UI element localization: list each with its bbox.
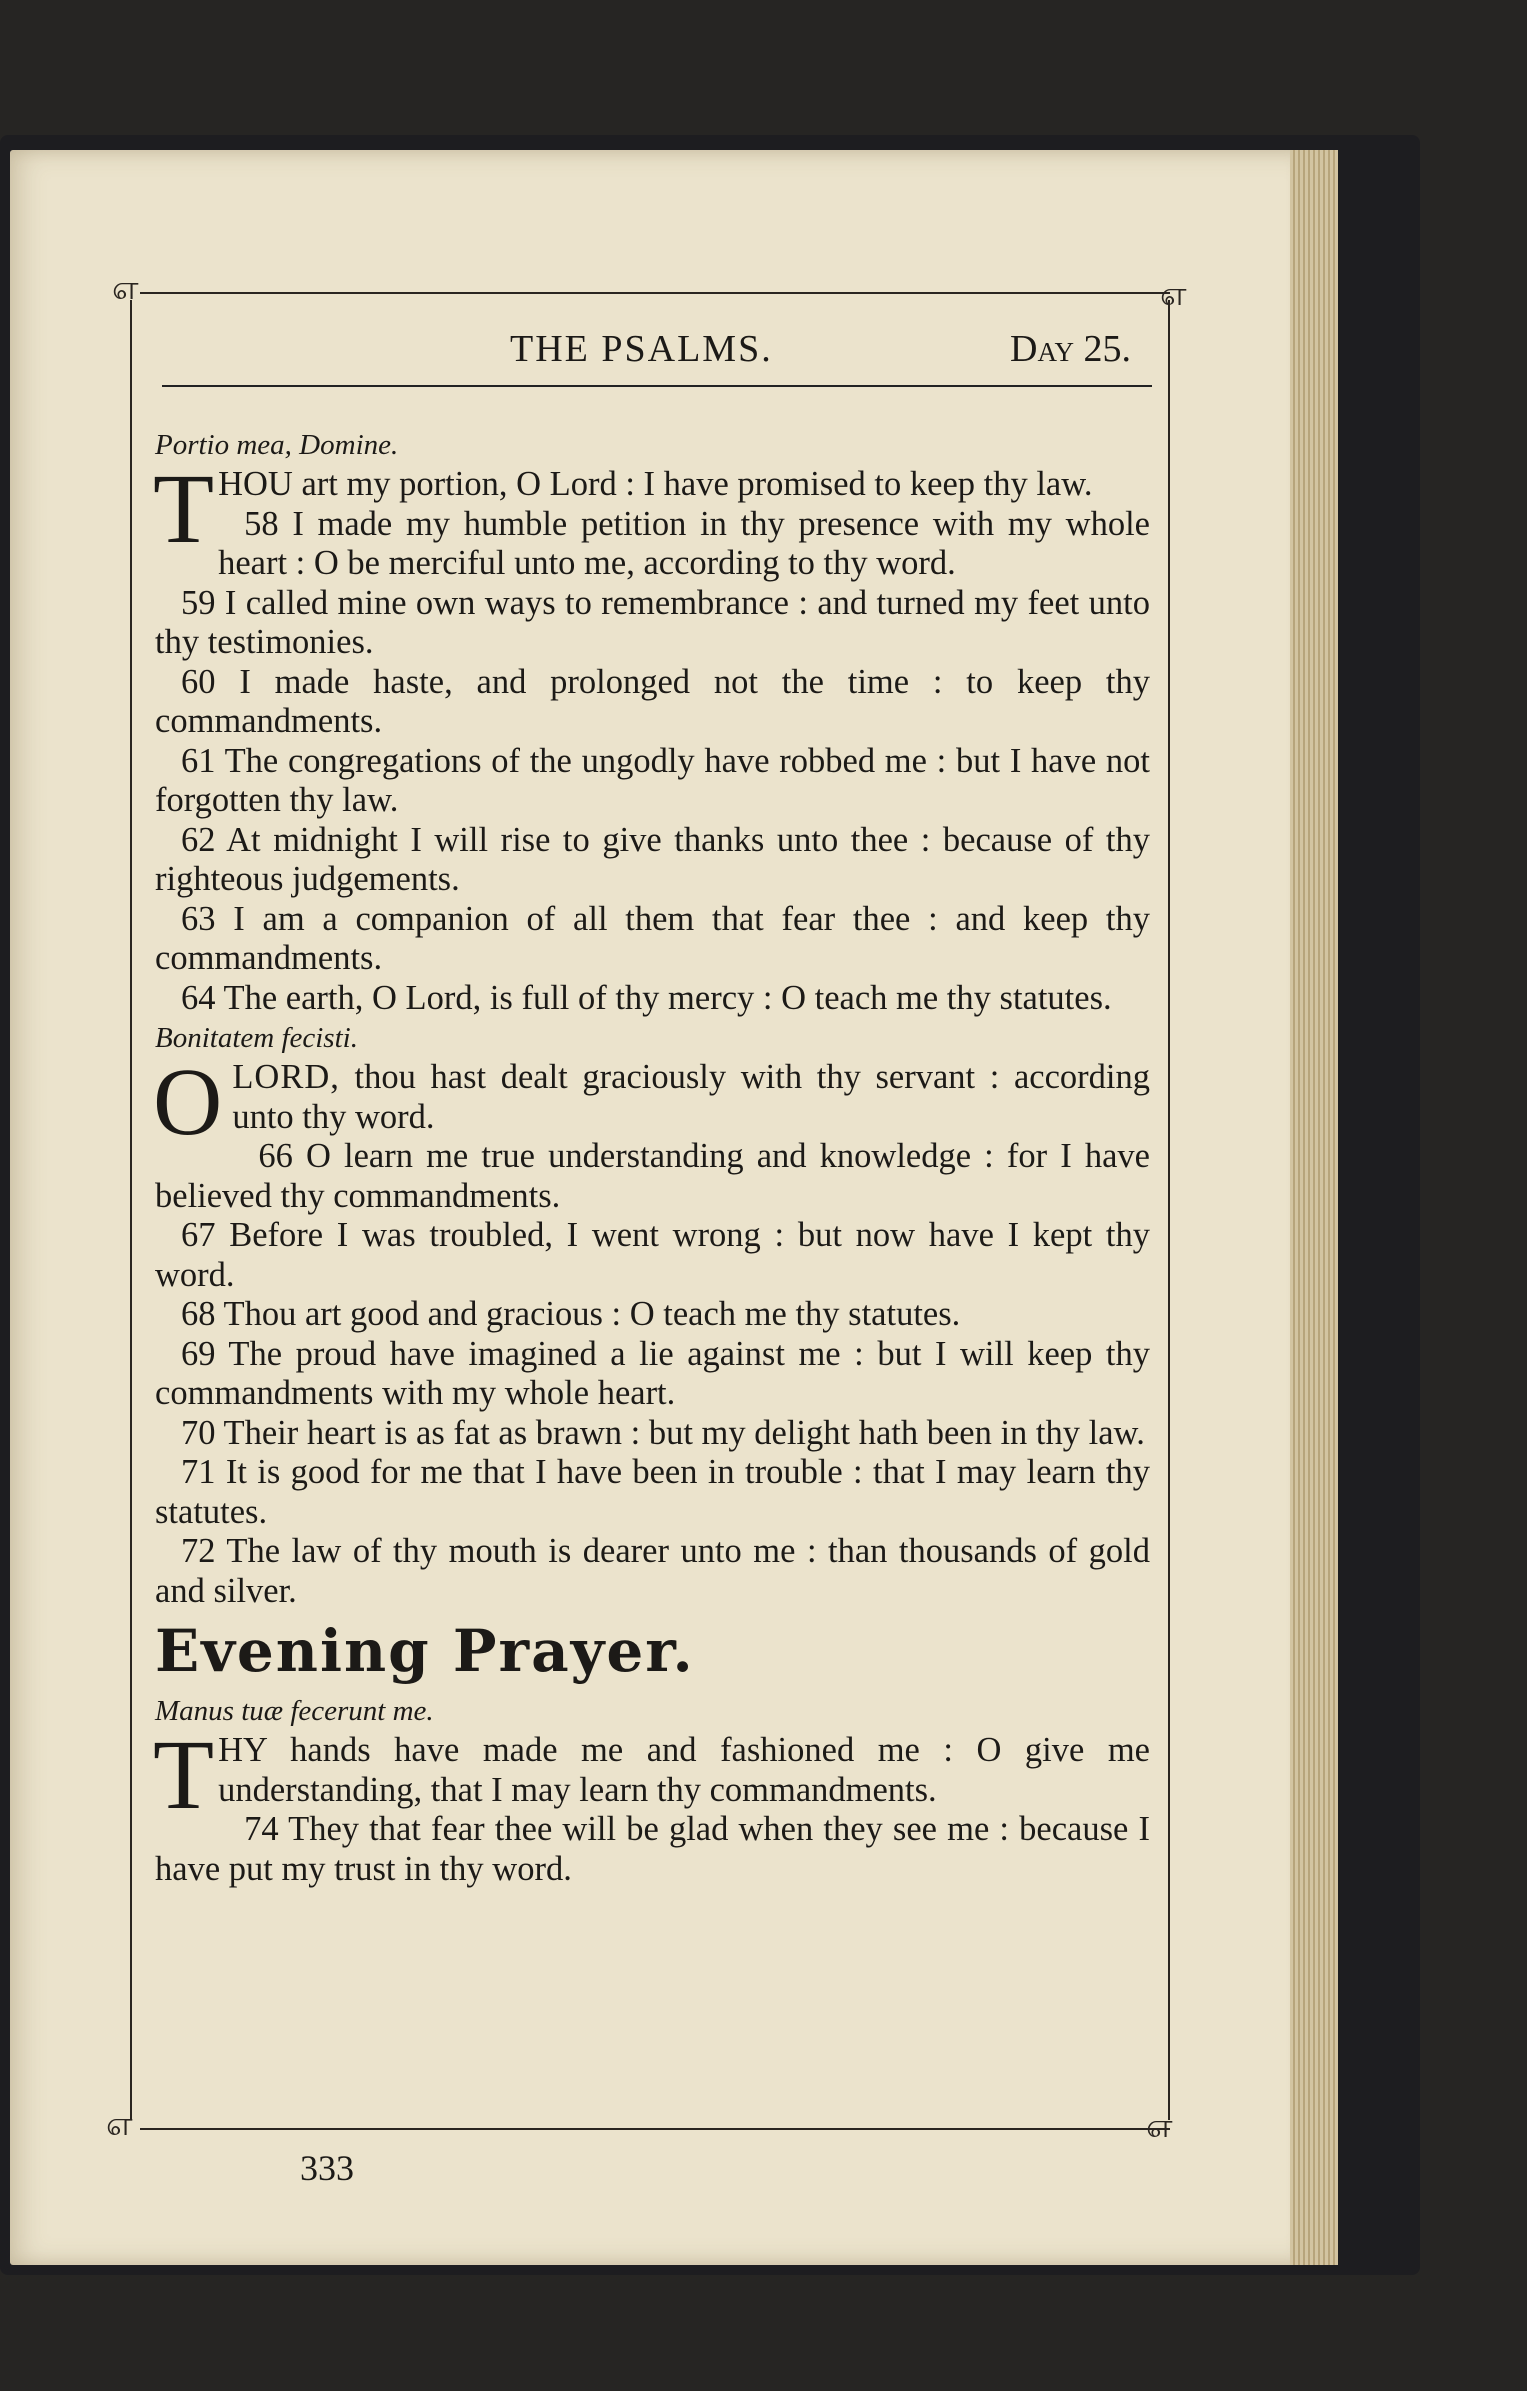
running-head: THE PSALMS. bbox=[510, 328, 773, 370]
verse: 68 Thou art good and gracious : O teach me thy statutes. bbox=[181, 1295, 961, 1333]
latin-title: Bonitatem fecisti. bbox=[155, 1022, 358, 1054]
page-edges bbox=[1290, 150, 1338, 2265]
psalm-text bbox=[155, 425, 1150, 1889]
verse: 70 Their heart is as fat as brawn : but my delight hath been in thy law. bbox=[181, 1413, 1145, 1452]
header-rule bbox=[162, 385, 1152, 387]
verse: 61 The congregations of the ungodly have robbed me : but I have not forgotten thy law. bbox=[155, 741, 1150, 819]
verse-text: HOU art my portion, O Lord : I have promised to keep thy law. bbox=[218, 465, 1093, 503]
latin-title: Manus tuæ fecerunt me. bbox=[155, 1695, 434, 1727]
verse: 72 The law of thy mouth is dearer unto me : than thousands of gold and silver. bbox=[155, 1532, 1150, 1610]
latin-title: Portio mea, Domine. bbox=[155, 429, 399, 461]
drop-cap: T bbox=[153, 1719, 209, 1830]
corner-ornament-icon: எ bbox=[106, 2106, 133, 2143]
evening-prayer-heading: Evening Prayer. bbox=[155, 1617, 695, 1685]
small-caps-word: LORD, bbox=[232, 1058, 340, 1096]
verse-text: HY hands have made me and fashioned me : O give me understanding, that I may learn thy commandments. bbox=[218, 1731, 1150, 1809]
frame-left-rule bbox=[130, 300, 132, 2120]
verse: 59 I called mine own ways to remembrance : and turned my feet unto thy testimonies. bbox=[155, 583, 1150, 661]
corner-ornament-icon: எ bbox=[1146, 2108, 1173, 2145]
drop-cap: O bbox=[153, 1048, 221, 1155]
verse-opening bbox=[153, 1048, 1150, 1155]
verse-opening bbox=[153, 1719, 1150, 1830]
frame-right-rule bbox=[1168, 300, 1170, 2120]
verse: 60 I made haste, and prolonged not the time : to keep thy commandments. bbox=[155, 662, 1150, 740]
corner-ornament-icon: எ bbox=[112, 270, 139, 307]
verse: 58 I made my humble petition in thy presence with my whole heart : O be merciful unto me, according to thy word. bbox=[218, 504, 1150, 582]
verse: 66 O learn me true understanding and knowledge : for I have believed thy commandments. bbox=[155, 1137, 1150, 1215]
drop-cap: T bbox=[153, 453, 209, 564]
verse: 67 Before I was troubled, I went wrong : but now have I kept thy word. bbox=[155, 1216, 1150, 1294]
frame-top-rule bbox=[140, 292, 1170, 294]
frame-bottom-rule bbox=[140, 2128, 1170, 2130]
corner-ornament-icon: எ bbox=[1160, 276, 1187, 313]
verse: 71 It is good for me that I have been in trouble : that I may learn thy statutes. bbox=[155, 1453, 1150, 1531]
verse: 63 I am a companion of all them that fear thee : and keep thy commandments. bbox=[155, 899, 1150, 977]
verse: 62 At midnight I will rise to give thanks unto thee : because of thy righteous judgements. bbox=[155, 820, 1150, 898]
verse-text: thou hast dealt graciously with thy servant : according unto thy word. bbox=[232, 1058, 1150, 1136]
verse: 64 The earth, O Lord, is full of thy mercy : O teach me thy statutes. bbox=[181, 978, 1112, 1017]
verse: 74 They that fear thee will be glad when they see me : because I have put my trust in thy word. bbox=[155, 1810, 1150, 1888]
day-label: Day 25. bbox=[1010, 328, 1131, 370]
verse: 69 The proud have imagined a lie against me : but I will keep thy commandments with my whole heart. bbox=[155, 1334, 1150, 1412]
page-number: 333 bbox=[300, 2148, 354, 2188]
